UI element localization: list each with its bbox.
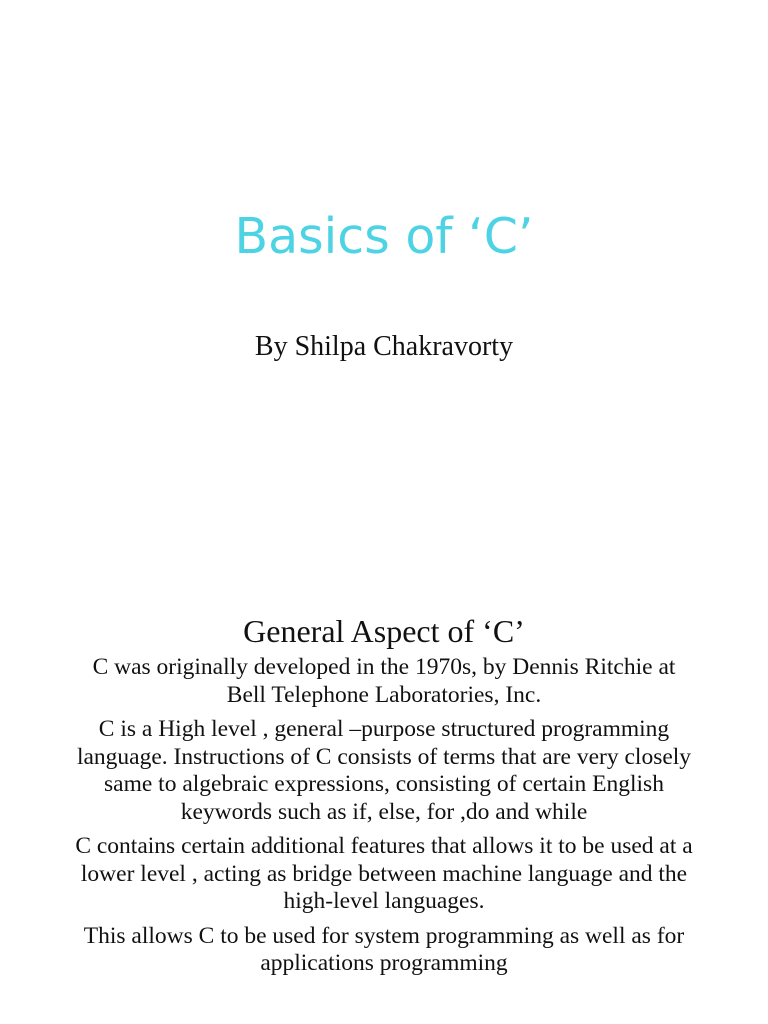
content-body xyxy=(40,654,728,985)
paragraph-origin xyxy=(40,654,728,709)
paragraph-usage xyxy=(40,923,728,978)
paragraph-line: Bell Telephone Laboratories, Inc. xyxy=(226,681,542,708)
paragraph-line: C contains certain additional features that allows it to be used at a xyxy=(75,833,693,859)
paragraph-line: lower level , acting as bridge between machine language and the xyxy=(80,860,688,887)
paragraph-line: high-level languages. xyxy=(283,888,485,914)
paragraph-features xyxy=(40,833,728,916)
paragraph-line: keywords such as if, else, for ,do and while xyxy=(180,798,588,825)
content-slide xyxy=(0,576,768,1024)
paragraph-line: C was originally developed in the 1970s, by Dennis Ritchie at xyxy=(92,654,676,680)
paragraph-line: same to algebraic expressions, consisting of certain English xyxy=(104,771,664,797)
slide-subtitle: By Shilpa Chakravorty xyxy=(254,331,514,362)
paragraph-line: This allows C to be used for system programming as well as for xyxy=(83,922,685,949)
paragraph-high-level xyxy=(40,716,728,826)
paragraph-line: applications programming xyxy=(260,950,508,976)
slide-title: Basics of ‘C’ xyxy=(234,208,534,265)
paragraph-line: C is a High level , general –purpose structured programming xyxy=(98,716,670,742)
content-heading: General Aspect of ‘C’ xyxy=(243,613,525,649)
paragraph-line: language. Instructions of C consists of terms that are very closely xyxy=(76,743,692,770)
